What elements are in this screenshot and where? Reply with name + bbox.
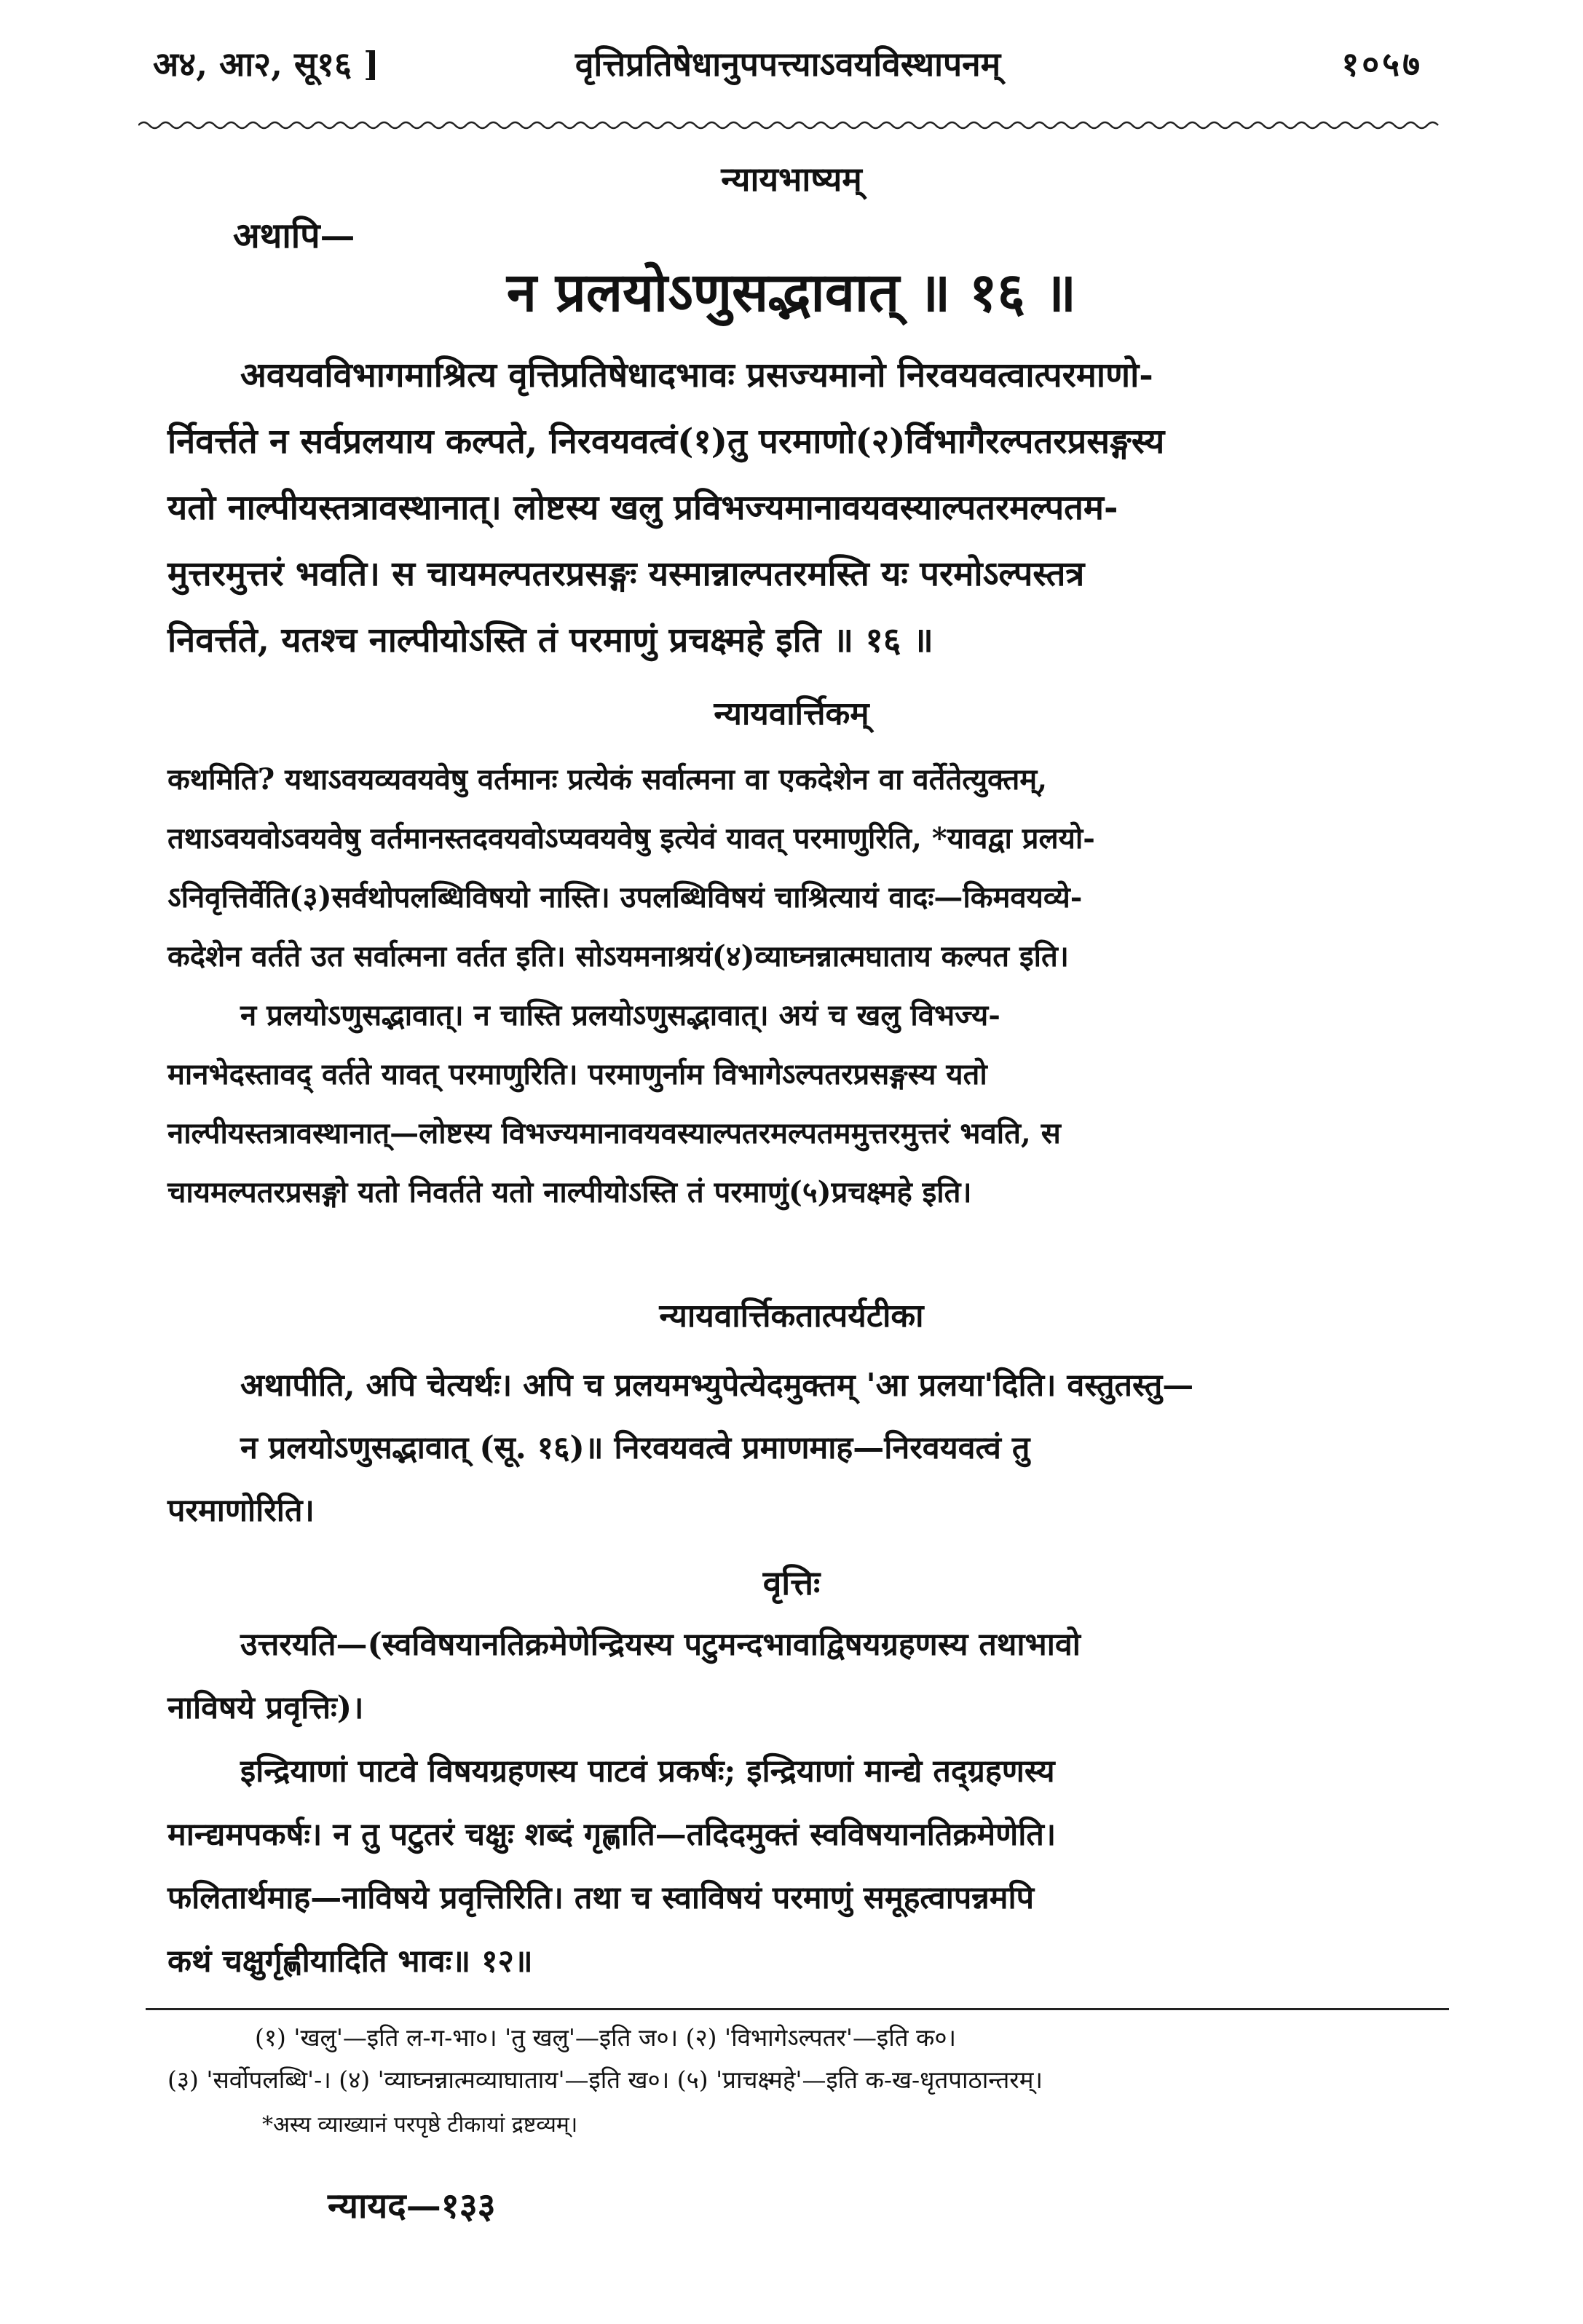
printer-signature: न्यायद—१३३: [328, 2186, 496, 2226]
header-wavy-rule: [138, 118, 1442, 133]
vritti-line: कथं चक्षुर्गृह्णीयादिति भावः॥ १२॥: [167, 1943, 533, 1980]
vritti-heading: वृत्तिः: [762, 1563, 821, 1602]
tatparya-line: परमाणोरिति।: [167, 1493, 315, 1529]
footnote-divider: [146, 2008, 1449, 2010]
bhashya-heading: न्यायभाष्यम्: [721, 159, 862, 199]
bhashya-intro: अथापि—: [233, 216, 355, 256]
vritti-line: उत्तरयति—(स्वविषयानतिक्रमेणेन्द्रियस्य पटुमन्दभावाद्विषयग्रहणस्य तथाभावो: [240, 1627, 1081, 1663]
bhashya-line: अवयवविभागमाश्रित्य वृत्तिप्रतिषेधादभावः प्रसज्यमानो निरवयवत्वात्परमाणो-: [240, 355, 1153, 395]
footnote-line: (१) 'खलु'—इति ल-ग-भा०। 'तु खलु'—इति ज०। (२) 'विभागेऽल्पतर'—इति क०।: [255, 2023, 957, 2052]
vritti-line: नाविषये प्रवृत्तिः)।: [167, 1690, 364, 1726]
bhashya-line: र्निवर्त्तते न सर्वप्रलयाय कल्पते, निरवयवत्वं(१)तु परमाणो(२)र्विभागैरल्पतरप्रसङ्गस्य: [167, 422, 1165, 462]
vritti-line: इन्द्रियाणां पाटवे विषयग्रहणस्य पाटवं प्रकर्षः; इन्द्रियाणां मान्द्ये तद्ग्रहणस्य: [240, 1753, 1055, 1790]
footnote-line: (३) 'सर्वोपलब्धि'-। (४) 'व्याघ्नन्नात्मव्याघाताय'—इति ख०। (५) 'प्राचक्ष्महे'—इति क-ख-धृतपाठान्तरम्।: [167, 2066, 1043, 2094]
footnote-asterisk-note: *अस्य व्याख्यानं परपृष्ठे टीकायां द्रष्टव्यम्।: [262, 2112, 578, 2138]
vartika-line: ऽनिवृत्तिर्वेति(३)सर्वथोपलब्धिविषयो नास्ति। उपलब्धिविषयं चाश्रित्यायं वादः—किमवयव्ये-: [167, 880, 1083, 914]
vritti-line: मान्द्यमपकर्षः। न तु पटुतरं चक्षुः शब्दं गृह्णाति—तदिदमुक्तं स्वविषयानतिक्रमेणेति।: [167, 1817, 1057, 1853]
running-header: [153, 41, 1423, 99]
page-number: १०५७: [1341, 44, 1423, 84]
vartika-line: कथमिति? यथाऽवयव्यवयवेषु वर्तमानः प्रत्येकं सर्वात्मना वा एकदेशेन वा वर्तेतेत्युक्तम्,: [167, 762, 1048, 797]
vartika-heading: न्यायवार्त्तिकम्: [714, 695, 869, 732]
vritti-commentary: [167, 1613, 1416, 1993]
tatparya-heading: न्यायवार्त्तिकतात्पर्यटीका: [659, 1297, 924, 1335]
tatparya-commentary: [167, 1354, 1416, 1542]
vartika-commentary: [167, 750, 1416, 1222]
bhashya-commentary: [167, 342, 1416, 673]
vartika-line: मानभेदस्तावद् वर्तते यावत् परमाणुरिति। परमाणुर्नाम विभागेऽल्पतरप्रसङ्गस्य यतो: [167, 1057, 987, 1091]
footnotes: [167, 2017, 1416, 2101]
vartika-line: कदेशेन वर्तते उत सर्वात्मना वर्तत इति। सोऽयमनाश्रयं(४)व्याघ्नन्नात्मघाताय कल्पत इति।: [167, 939, 1069, 973]
vartika-line: नाल्पीयस्तत्रावस्थानात्—लोष्टस्य विभज्यमानावयवस्याल्पतरमल्पतममुत्तरमुत्तरं भवति, स: [167, 1116, 1061, 1150]
tatparya-line: न प्रलयोऽणुसद्भावात् (सू. १६)॥ निरवयवत्वे प्रमाणमाह—निरवयवत्वं तु: [240, 1430, 1030, 1466]
tatparya-line: अथापीति, अपि चेत्यर्थः। अपि च प्रलयमभ्युपेत्येदमुक्तम् 'आ प्रलया'दिति। वस्तुतस्तु—: [240, 1367, 1194, 1404]
vartika-line: तथाऽवयवोऽवयवेषु वर्तमानस्तदवयवोऽप्यवयवेषु इत्येवं यावत् परमाणुरिति, *यावद्वा प्रलयो-: [167, 821, 1095, 855]
bhashya-line: मुत्तरमुत्तरं भवति। स चायमल्पतरप्रसङ्गः यस्मान्नाल्पतरमस्ति यः परमोऽल्पस्तत्र: [167, 554, 1085, 594]
vartika-line: चायमल्पतरप्रसङ्गो यतो निवर्तते यतो नाल्पीयोऽस्ति तं परमाणुं(५)प्रचक्ष्महे इति।: [167, 1175, 972, 1209]
bhashya-line: निवर्त्तते, यतश्च नाल्पीयोऽस्ति तं परमाणुं प्रचक्ष्महे इति ॥ १६ ॥: [167, 620, 933, 660]
chapter-reference: अ४, आ२, सू१६ ]: [153, 44, 379, 84]
bhashya-line: यतो नाल्पीयस्तत्रावस्थानात्। लोष्टस्य खलु प्रविभज्यमानावयवस्याल्पतरमल्पतम-: [167, 488, 1118, 528]
section-title: वृत्तिप्रतिषेधानुपपत्त्याऽवयविस्थापनम्: [575, 44, 1001, 84]
sutra-text: न प्रलयोऽणुसद्भावात् ॥ १६ ॥: [506, 261, 1077, 324]
vartika-line: न प्रलयोऽणुसद्भावात्। न चास्ति प्रलयोऽणुसद्भावात्। अयं च खलु विभज्य-: [240, 998, 1000, 1032]
vritti-line: फलितार्थमाह—नाविषये प्रवृत्तिरिति। तथा च स्वाविषयं परमाणुं समूहत्वापन्नमपि: [167, 1880, 1035, 1916]
